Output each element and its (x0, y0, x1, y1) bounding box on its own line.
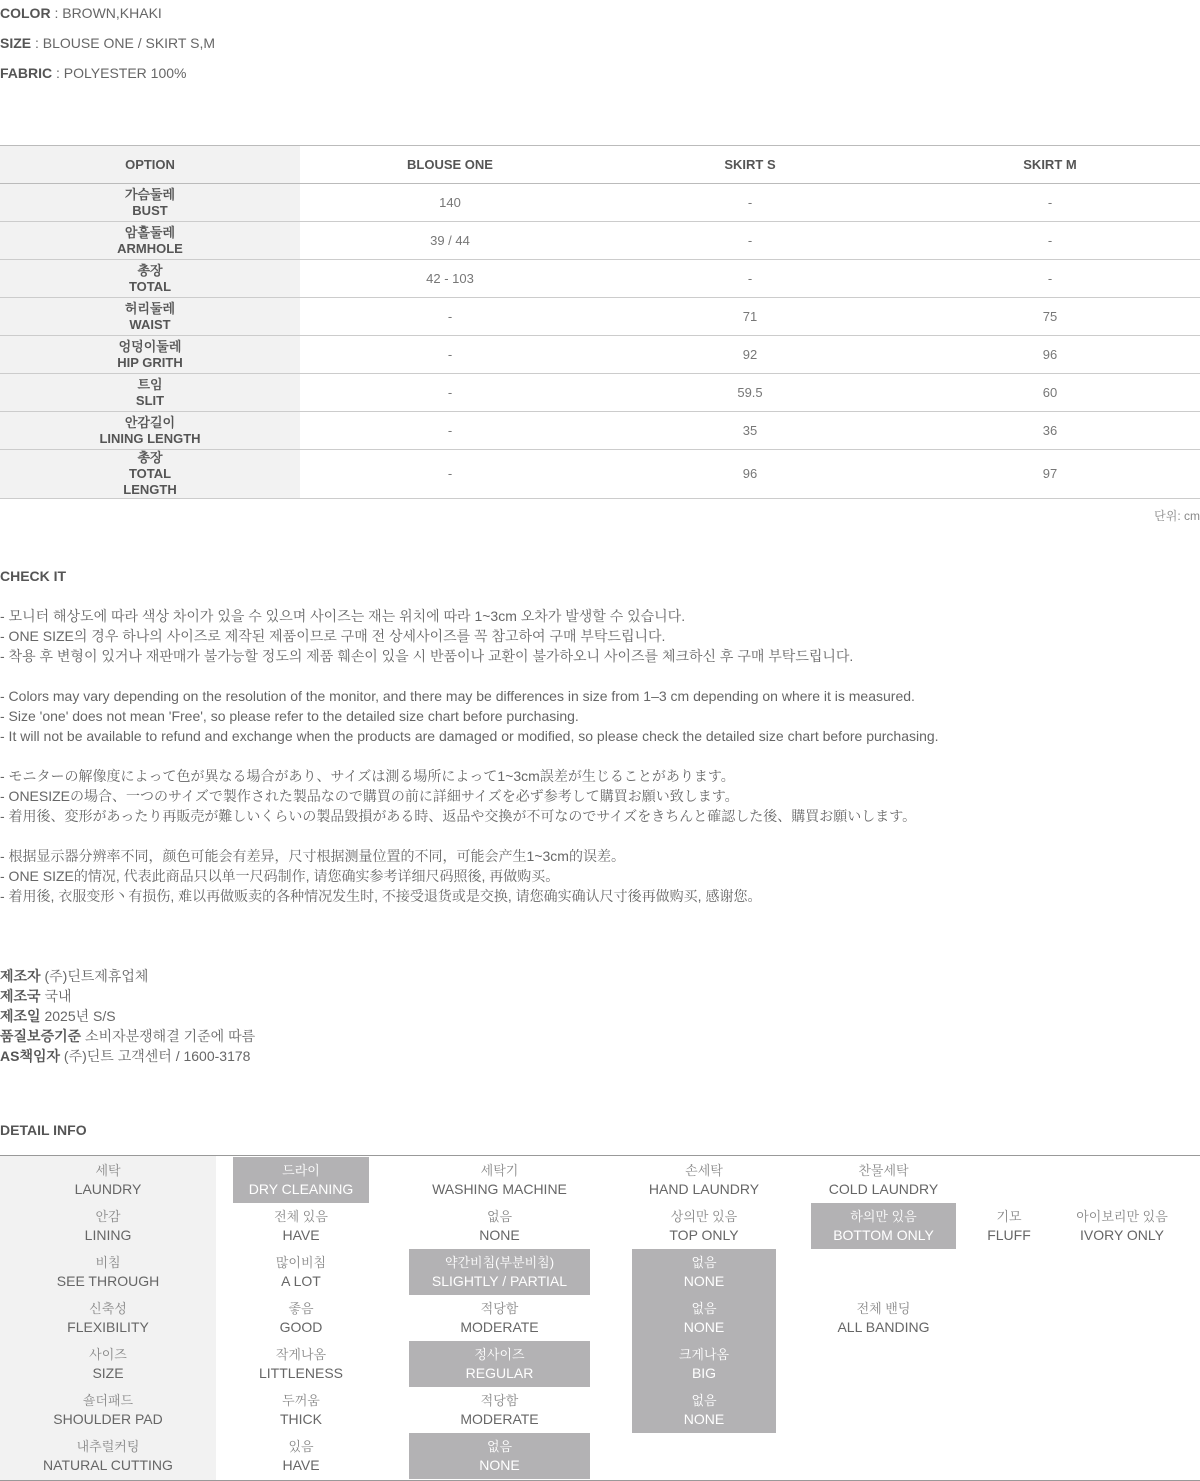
detail-option (1044, 1203, 1200, 1249)
measurement-value: - (300, 412, 600, 450)
notes-japanese (0, 766, 916, 826)
detail-option-en: TOP ONLY (669, 1227, 739, 1243)
note-line: - モニターの解像度によって色が異なる場合があり、サイズは測る場所によって1~3cm誤差が生じることがあります。 (0, 768, 735, 784)
detail-option-selected (632, 1295, 776, 1341)
detail-option-ko: 없음 (691, 1301, 717, 1316)
measurement-value: 140 (300, 184, 600, 222)
spec-size-label: SIZE (0, 35, 32, 51)
detail-option-en: NONE (479, 1227, 520, 1243)
spec-size (0, 35, 215, 51)
measurement-label-ko: 허리둘레 (124, 300, 176, 316)
maker-row (0, 1006, 255, 1026)
detail-option-ko: 기모 (996, 1209, 1022, 1224)
detail-option-ko: 작게나옴 (275, 1347, 327, 1362)
detail-option-en: REGULAR (465, 1365, 534, 1381)
detail-option-ko: 아이보리만 있음 (1076, 1209, 1168, 1224)
measurement-label-ko: 총장 (137, 262, 163, 278)
detail-option-en: SHOULDER PAD (53, 1411, 163, 1427)
detail-option (216, 1341, 386, 1387)
maker-value: (주)딘트 고객센터 / 1600-3178 (60, 1048, 251, 1064)
detail-option-ko: 사이즈 (89, 1347, 127, 1362)
measurement-value: - (300, 336, 600, 374)
note-line: - ONE SIZE的情况, 代表此商品只以单一尺码制作, 请您确实参考详细尺码照後, 再做购买。 (0, 868, 560, 884)
detail-option-selected (632, 1341, 776, 1387)
spec-fabric (0, 65, 186, 81)
measurement-label-en: TOTAL (128, 466, 172, 481)
detail-option-en: HAND LAUNDRY (648, 1181, 760, 1197)
measurement-label-en: LINING LENGTH (99, 430, 201, 446)
measurement-value: 59.5 (600, 374, 900, 412)
detail-option (632, 1203, 776, 1249)
note-line: - Size 'one' does not mean 'Free', so please refer to the detailed size chart before purchasing. (0, 708, 579, 724)
detail-option-en: HAVE (282, 1457, 320, 1473)
detail-option-en: LAUNDRY (74, 1181, 142, 1197)
detail-option-en: NONE (683, 1273, 725, 1289)
detail-option (409, 1387, 590, 1433)
size-table-row (0, 336, 1200, 374)
measurement-value: 42 - 103 (300, 260, 600, 298)
size-table-row (0, 412, 1200, 450)
detail-option-en: SLIGHTLY / PARTIAL (431, 1273, 568, 1289)
detail-option-selected (632, 1387, 776, 1433)
measurement-label (0, 336, 300, 374)
detail-option-en: COLD LAUNDRY (828, 1181, 939, 1197)
detail-option-en: LITTLENESS (258, 1365, 344, 1381)
measurement-value: 92 (600, 336, 900, 374)
measurement-label-en: ARMHOLE (117, 240, 183, 256)
detail-option-en: NONE (683, 1411, 725, 1427)
detail-option-en: NONE (479, 1457, 520, 1473)
detail-option (409, 1295, 590, 1341)
detail-option-en: FLEXIBILITY (67, 1319, 149, 1335)
maker-label: 품질보증기준 (0, 1028, 82, 1044)
maker-row (0, 1026, 255, 1046)
detail-option-en: FLUFF (987, 1227, 1031, 1243)
detail-option-en: MODERATE (460, 1411, 539, 1427)
detail-option-en: DRY CLEANING (248, 1181, 354, 1197)
detail-option (962, 1203, 1056, 1249)
measurement-value: 97 (900, 450, 1200, 499)
unit-label: 단위: cm (1154, 509, 1200, 523)
detail-option-en: SEE THROUGH (56, 1273, 160, 1289)
maker-label: 제조국 (0, 988, 41, 1004)
detail-option-ko: 없음 (486, 1439, 513, 1454)
measurement-label-en: HIP GRITH (117, 354, 183, 370)
measurement-value: 39 / 44 (300, 222, 600, 260)
detail-option (216, 1387, 386, 1433)
measurement-value: - (300, 374, 600, 412)
detail-option-selected (632, 1249, 776, 1295)
detail-option (632, 1157, 776, 1203)
detail-option-ko: 전체 있음 (274, 1209, 328, 1224)
measurement-value: - (300, 298, 600, 336)
measurement-value: 96 (600, 450, 900, 499)
detail-category (0, 1341, 216, 1387)
note-line: - ONESIZEの場合、一つのサイズで製作された製品なので購買の前に詳細サイズを必ず参考して購買お願い致します。 (0, 788, 739, 804)
maker-value: 2025년 S/S (40, 1008, 116, 1024)
detail-option-en: THICK (280, 1411, 322, 1427)
detail-option-en: A LOT (281, 1273, 321, 1289)
detail-option-en: BIG (691, 1365, 717, 1381)
measurement-value: 96 (900, 336, 1200, 374)
note-line: - It will not be available to refund and exchange when the products are damaged or modified, so please check the detailed size chart before purchasing. (0, 728, 939, 744)
header-skirt-m: SKIRT M (900, 146, 1200, 184)
measurement-label-en: BUST (132, 202, 168, 218)
measurement-label-ko: 총장 (137, 450, 163, 465)
measurement-value: 71 (600, 298, 900, 336)
detail-option (409, 1203, 590, 1249)
detail-option-en: LINING (84, 1227, 132, 1243)
detail-option-selected (811, 1203, 956, 1249)
size-table-row (0, 184, 1200, 222)
maker-row (0, 966, 255, 986)
spec-color-label: COLOR (0, 5, 51, 21)
detail-option-ko: 전체 밴딩 (856, 1301, 911, 1316)
note-line: - 着用後、変形があったり再販売が難しいくらいの製品毀損がある時、返品や交換が不可なのでサイズをきちんと確認した後、購買お願いします。 (0, 808, 917, 824)
measurement-label-en: SLIT (135, 392, 165, 408)
notes-chinese (0, 846, 761, 906)
header-skirt-s: SKIRT S (600, 146, 900, 184)
measurement-label-ko: 엉덩이둘레 (118, 338, 182, 354)
detail-option-ko: 없음 (691, 1255, 717, 1270)
detail-option-ko: 하의만 있음 (850, 1209, 917, 1224)
detail-option-selected (409, 1341, 590, 1387)
size-table (0, 145, 1200, 499)
detail-category (0, 1249, 216, 1295)
size-table-row (0, 260, 1200, 298)
detail-category (0, 1203, 216, 1249)
detail-option-ko: 없음 (486, 1209, 513, 1224)
detail-option-ko: 안감 (95, 1209, 121, 1224)
measurement-label-ko: 안감길이 (124, 414, 176, 430)
measurement-value: 75 (900, 298, 1200, 336)
size-table-row (0, 374, 1200, 412)
detail-option-en: ALL BANDING (837, 1319, 930, 1335)
measurement-label-en: WAIST (129, 316, 171, 332)
maker-row (0, 1046, 255, 1066)
maker-value: (주)딘트제휴업체 (40, 968, 149, 984)
size-table-header (0, 146, 1200, 184)
detail-info-grid (0, 1155, 1200, 1481)
detail-option-ko: 찬물세탁 (858, 1163, 909, 1178)
maker-info (0, 966, 255, 1066)
detail-option-ko: 적당함 (480, 1301, 519, 1316)
detail-option-ko: 숄더패드 (82, 1393, 134, 1408)
detail-option-ko: 세탁 (95, 1163, 121, 1178)
measurement-value: - (900, 222, 1200, 260)
measurement-value: 35 (600, 412, 900, 450)
detail-option-ko: 약간비침(부분비침) (444, 1255, 555, 1270)
detail-option-ko: 적당함 (480, 1393, 519, 1408)
detail-option-ko: 정사이즈 (474, 1347, 525, 1362)
maker-label: 제조일 (0, 1008, 41, 1024)
detail-option-en: NATURAL CUTTING (43, 1457, 173, 1473)
measurement-label (0, 222, 300, 260)
note-line: - ONE SIZE의 경우 하나의 사이즈로 제작된 제품이므로 구매 전 상세사이즈를 꼭 참고하여 구매 부탁드립니다. (0, 628, 666, 644)
maker-value: 국내 (40, 988, 72, 1004)
detail-option-ko: 두꺼움 (282, 1393, 320, 1408)
measurement-value: - (300, 450, 600, 499)
detail-option-selected (233, 1157, 369, 1203)
measurement-value: - (600, 222, 900, 260)
detail-option-en: NONE (683, 1319, 725, 1335)
maker-label: 제조자 (0, 968, 41, 984)
detail-info-title: DETAIL INFO (0, 1122, 87, 1138)
detail-option-ko: 비침 (95, 1255, 121, 1270)
detail-option-ko: 많이비침 (275, 1255, 327, 1270)
measurement-value: 60 (900, 374, 1200, 412)
measurement-label-ko: 암홀둘레 (124, 224, 176, 240)
detail-option-selected (409, 1249, 590, 1295)
notes-korean (0, 606, 853, 666)
detail-option-en: BOTTOM ONLY (833, 1227, 934, 1243)
note-line: - 착용 후 변형이 있거나 재판매가 불가능할 정도의 제품 훼손이 있을 시 반품이나 교환이 불가하오니 사이즈를 체크하신 후 구매 부탁드립니다. (0, 648, 854, 664)
detail-category (0, 1433, 216, 1479)
header-option: OPTION (0, 146, 300, 184)
spec-color-value: : BROWN,KHAKI (50, 5, 162, 21)
maker-value: 소비자분쟁해결 기준에 따름 (81, 1028, 256, 1044)
check-it-title: CHECK IT (0, 568, 67, 584)
measurement-label (0, 298, 300, 336)
measurement-value: - (900, 260, 1200, 298)
detail-option-ko: 상의만 있음 (670, 1209, 738, 1224)
measurement-value: - (900, 184, 1200, 222)
header-blouse-one: BLOUSE ONE (300, 146, 600, 184)
detail-option (811, 1157, 956, 1203)
detail-option-en: IVORY ONLY (1079, 1227, 1165, 1243)
detail-option-en: SIZE (92, 1365, 124, 1381)
spec-size-value: : BLOUSE ONE / SKIRT S,M (31, 35, 215, 51)
note-line: - Colors may vary depending on the resolution of the monitor, and there may be differences in size from 1–3 cm depending on where it is measured. (0, 688, 915, 704)
detail-option (216, 1433, 386, 1479)
detail-option (216, 1295, 386, 1341)
measurement-label-ko: 트임 (137, 376, 163, 392)
size-table-row (0, 222, 1200, 260)
measurement-value: 36 (900, 412, 1200, 450)
measurement-label-en2: LENGTH (123, 482, 177, 497)
maker-label: AS책임자 (0, 1048, 61, 1064)
spec-fabric-label: FABRIC (0, 65, 53, 81)
detail-option (216, 1249, 386, 1295)
detail-category (0, 1295, 216, 1341)
measurement-value: - (600, 260, 900, 298)
detail-option-en: HAVE (282, 1227, 320, 1243)
measurement-label (0, 374, 300, 412)
measurement-label (0, 184, 300, 222)
note-line: - 모니터 해상도에 따라 색상 차이가 있을 수 있으며 사이즈는 재는 위치에 따라 1~3cm 오차가 발생할 수 있습니다. (0, 608, 686, 624)
detail-option-ko: 없음 (691, 1393, 717, 1408)
size-table-row (0, 298, 1200, 336)
maker-row (0, 986, 255, 1006)
detail-option-ko: 신축성 (89, 1301, 127, 1316)
detail-option-ko: 좋음 (288, 1301, 314, 1316)
detail-option-ko: 손세탁 (685, 1163, 723, 1178)
detail-option-en: MODERATE (460, 1319, 539, 1335)
spec-fabric-value: : POLYESTER 100% (52, 65, 187, 81)
detail-option-en: GOOD (279, 1319, 323, 1335)
note-line: - 根据显示器分辨率不同，颜色可能会有差异，尺寸根据测量位置的不同，可能会产生1~3cm的误差。 (0, 848, 625, 864)
detail-option-ko: 내추럴커팅 (76, 1439, 140, 1454)
measurement-label-en: TOTAL (128, 278, 172, 294)
detail-option-selected (409, 1433, 590, 1479)
measurement-label (0, 412, 300, 450)
detail-category (0, 1387, 216, 1433)
note-line: - 着用後, 衣服变形丶有损伤, 难以再做贩卖的各种情况发生时, 不接受退货或是交换, 请您确实确认尺寸後再做购买, 感谢您。 (0, 888, 762, 904)
detail-option (811, 1295, 956, 1341)
notes-english (0, 686, 939, 746)
detail-option (216, 1203, 386, 1249)
detail-option-ko: 세탁기 (480, 1163, 519, 1178)
size-table-row (0, 450, 1200, 499)
detail-option-ko: 드라이 (282, 1163, 320, 1178)
measurement-label (0, 260, 300, 298)
detail-option-en: WASHING MACHINE (432, 1181, 567, 1197)
measurement-value: - (600, 184, 900, 222)
spec-color (0, 5, 162, 21)
detail-option (409, 1157, 590, 1203)
detail-category (0, 1157, 216, 1203)
measurement-label-ko: 가슴둘레 (124, 186, 176, 202)
detail-option-ko: 있음 (288, 1439, 314, 1454)
detail-option-ko: 크게나옴 (678, 1347, 730, 1362)
measurement-label (0, 450, 300, 499)
